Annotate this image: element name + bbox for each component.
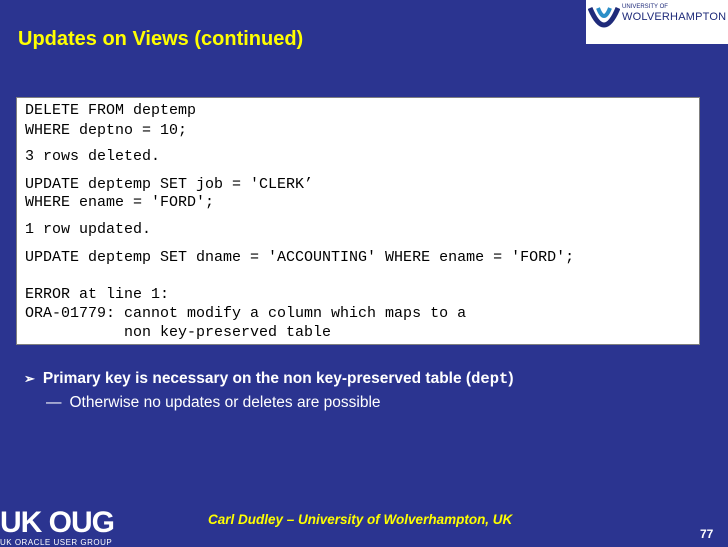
university-crest-icon [588, 4, 620, 40]
code-line: UPDATE deptemp SET job = 'CLERK’ [25, 176, 314, 193]
code-panel [16, 97, 700, 345]
university-logo [586, 0, 728, 44]
footer-author: Carl Dudley – University of Wolverhampton, UK [208, 512, 513, 527]
ukoug-logo-text: UK OUG [0, 506, 114, 539]
bullet-close: ) [508, 370, 514, 387]
dash-bullet-icon: — [46, 394, 62, 411]
code-line: UPDATE deptemp SET dname = 'ACCOUNTING' WHERE ename = 'FORD'; [25, 249, 575, 266]
bullet-primary-key [24, 370, 513, 388]
bullet-code: dept [471, 370, 509, 388]
code-line: ERROR at line 1: [25, 286, 170, 303]
code-line: 1 row updated. [25, 221, 152, 238]
ukoug-logo-subtext: UK ORACLE USER GROUP [0, 538, 113, 547]
code-line: ORA-01779: cannot modify a column which maps to a [25, 305, 467, 322]
sub-bullet-text: Otherwise no updates or deletes are possible [69, 394, 381, 411]
logo-small-text: UNIVERSITY OF [622, 4, 668, 10]
ukoug-logo [0, 508, 125, 546]
bullet-text: Primary key is necessary on the non key-preserved table ( [42, 370, 472, 387]
code-line: WHERE ename = 'FORD'; [25, 194, 215, 211]
code-line: non key-preserved table [25, 324, 332, 341]
code-line: DELETE FROM deptemp [25, 102, 197, 119]
logo-big-text: WOLVERHAMPTON [622, 11, 727, 23]
arrow-bullet-icon: ➢ [24, 371, 35, 386]
slide-title: Updates on Views (continued) [18, 28, 304, 50]
page-number: 77 [700, 527, 714, 541]
sub-bullet-updates [46, 394, 381, 412]
code-line: WHERE deptno = 10; [25, 122, 188, 139]
code-line: 3 rows deleted. [25, 148, 161, 165]
